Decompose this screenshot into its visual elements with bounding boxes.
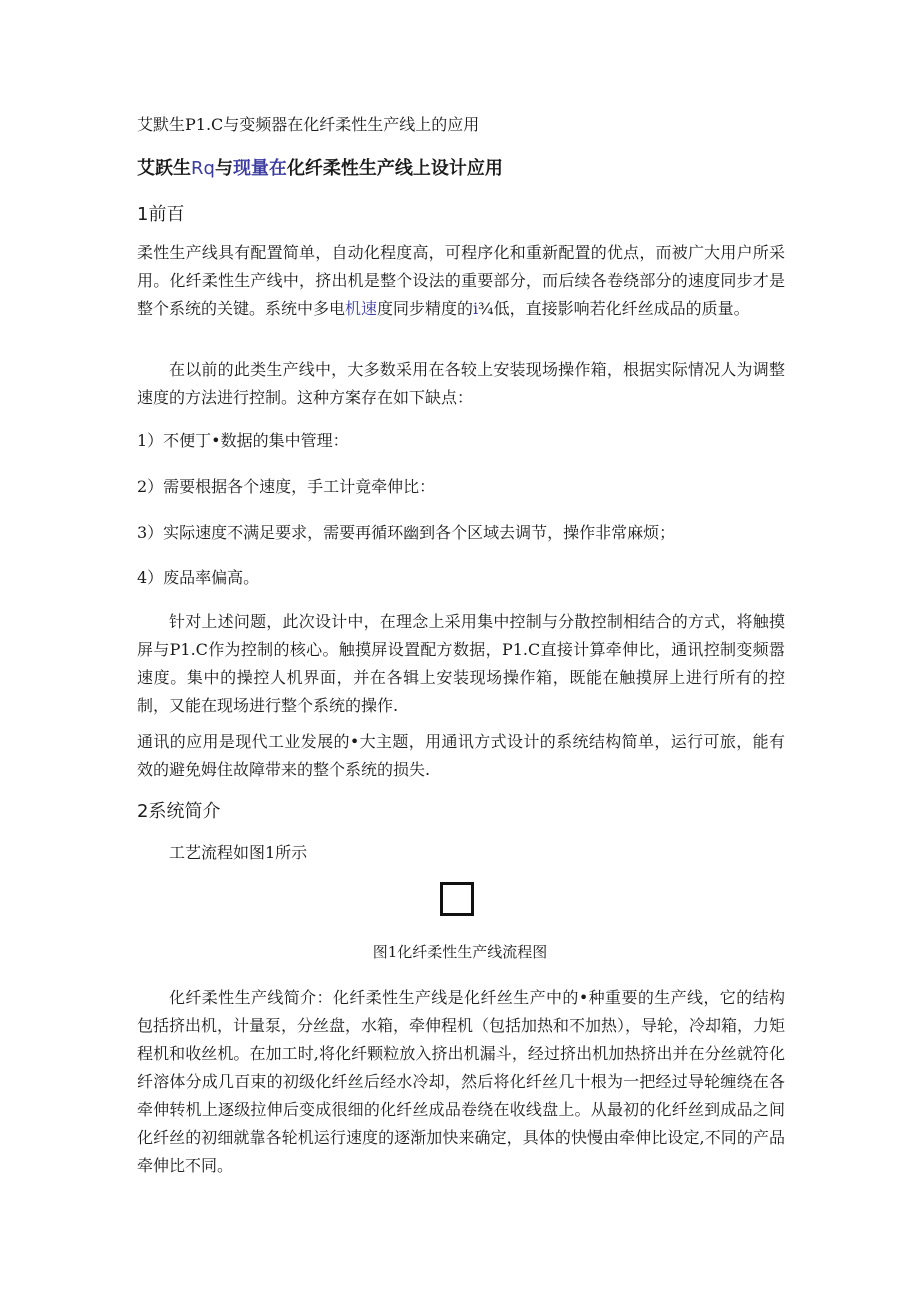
section-1-heading: 1前百 (137, 204, 185, 225)
list-item: 3）实际速度不满足要求，需要再循环幽到各个区域去调节，操作非常麻烦； (137, 523, 676, 542)
para1-text-b: 度同步精度的 (377, 299, 474, 318)
section-2-heading: 2系统简介 (137, 801, 221, 822)
section-2-paragraph: 化纤柔性生产线简介：化纤柔性生产线是化纤丝生产中的•种重要的生产线，它的结构包括挤出机，计量泵，分丝盘，水箱，牵伸程机（包括加热和不加热），导轮，冷却箱，力矩程机和收丝机。在加工时,将化纤颗粒放入挤出机漏斗，经过挤出机加热挤出并在分丝就符化纤溶体分成几百束的初级化纤丝后经水冷却，然后将化纤丝几十根为一把经过导轮缠绕在各牵伸转机上逐级拉伸后变成很细的化纤丝成品卷绕在收线盘上。从最初的化纤丝到成品之间化纤丝的初细就靠各轮机运行速度的逐渐加快来确定，具体的快慢由牵伸比设定,不同的产品牵伸比不同。 (137, 988, 786, 1175)
section-1-paragraph-1 (137, 239, 785, 323)
title-part-5: 化纤柔性生产线上设计应用 (286, 158, 503, 179)
title-part-2: Rq (191, 158, 215, 179)
para1-blue-glyph: ⅰ (473, 299, 479, 318)
document-header: 艾默生P1.C与变频器在化纤柔性生产线上的应用 (137, 115, 480, 134)
section-1-paragraph-3: 针对上述问题，此次设计中，在理念上采用集中控制与分散控制相结合的方式，将触摸屏与P1.C作为控制的核心。触摸屏设置配方数据，P1.C直接计算牵伸比，通讯控制变频嚣速度。集中的操控人机界面，并在各辑上安装现场操作箱，既能在触摸屏上进行所有的控制，又能在现场进行整个系统的操作. (137, 612, 785, 715)
para1-text-c: ¾低，直接影响若化纤丝成品的质量。 (478, 299, 750, 318)
para1-blue-text: 机速 (345, 299, 378, 318)
title-part-1: 艾跃生 (137, 158, 191, 179)
document-title (137, 156, 785, 182)
para1-text-a: 柔性生产线具有配置简单，自动化程度高，可程序化和重新配置的优点，而被广大用户所采用。化纤柔性生产线中，挤出机是整个设法的重要部分，而后续各卷绕部分的速度同步才是整个系统的关键。系统中多电 (137, 243, 785, 318)
figure-caption: 图1化纤柔性生产线流程图 (372, 943, 548, 961)
list-item: 1）不便丁•数据的集中管理： (137, 431, 349, 450)
figure-intro: 工艺流程如图1所示 (169, 843, 308, 862)
title-part-4: 现量在 (232, 158, 287, 179)
figure-placeholder (440, 882, 474, 916)
section-1-paragraph-4: 通讯的应用是现代工业发展的•大主题，用通讯方式设计的系统结构简单，运行可旅，能有效的避免姆住故障带来的整个系统的损失. (137, 732, 785, 779)
list-item: 2）需要根据各个速度，手工计竟牵伸比： (137, 477, 436, 496)
list-item: 4）废品率偏高。 (137, 568, 260, 587)
section-1-paragraph-2: 在以前的此类生产线中，大多数采用在各较上安装现场操作箱，根据实际情况人为调整速度的方法进行控制。这种方案存在如下缺点： (137, 360, 785, 407)
title-part-3: 与 (214, 158, 233, 179)
